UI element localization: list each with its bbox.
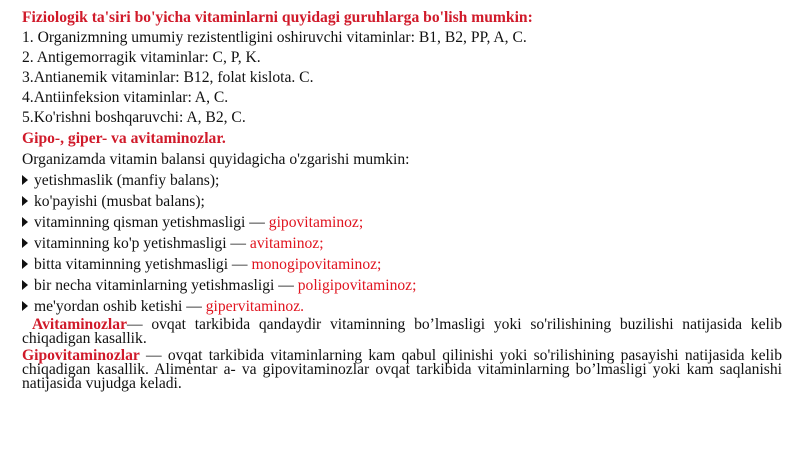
bullet-term: gipovitaminoz; bbox=[268, 214, 364, 231]
bullet-term: monogipovitaminoz; bbox=[251, 256, 382, 273]
group-line-1: 1. Organizmning umumiy rezistentligini oshiruvchi vitaminlar: B1, B2, PP, A, C. bbox=[22, 29, 527, 46]
group-line-2: 2. Antigemorragik vitaminlar: C, P, K. bbox=[22, 49, 261, 66]
paragraph-gipovitaminozlar bbox=[22, 349, 782, 391]
paragraph-text: — ovqat tarkibida vitaminlarning kam qabul qilinishi yoki so'rilishining pasayishi natijasida kelib chiqadigan kasallik. Alimentar a- va gipovitaminozlar ovqat tarkibida vitaminlarning bo’lmasligi yoki kam saqlanishi natijasida vujudga keladi. bbox=[22, 347, 782, 392]
bullet-text: bitta vitaminning yetishmasligi — bbox=[34, 256, 252, 273]
bullet-term: gipervitaminoz. bbox=[205, 298, 305, 315]
bullet-term: avitaminoz; bbox=[249, 235, 324, 252]
bullet-item bbox=[22, 171, 219, 191]
triangle-bullet-icon bbox=[22, 238, 28, 248]
triangle-bullet-icon bbox=[22, 259, 28, 269]
paragraph-avitaminozlar bbox=[22, 318, 782, 346]
paragraph-text: — ovqat tarkibida qandaydir vitaminning bo’lmasligi yoki so'rilishining buzilishi natijasida kelib chiqadigan kasallik. bbox=[22, 316, 782, 347]
triangle-bullet-icon bbox=[22, 217, 28, 227]
bullet-term: poligipovitaminoz; bbox=[297, 277, 417, 294]
intro-line: Organizamda vitamin balansi quyidagicha o'zgarishi mumkin: bbox=[22, 151, 410, 168]
bullet-text: bir necha vitaminlarning yetishmasligi — bbox=[34, 277, 298, 294]
triangle-bullet-icon bbox=[22, 175, 28, 185]
group-line-5: 5.Ko'rishni boshqaruvchi: A, B2, C. bbox=[22, 109, 246, 126]
bullet-item bbox=[22, 276, 416, 296]
term-avitaminozlar: Avitaminozlar bbox=[32, 316, 127, 333]
bullet-item bbox=[22, 297, 304, 317]
bullet-text: vitaminning qisman yetishmasligi — bbox=[34, 214, 269, 231]
bullet-text: me'yordan oshib ketishi — bbox=[34, 298, 206, 315]
triangle-bullet-icon bbox=[22, 196, 28, 206]
term-gipovitaminozlar: Gipovitaminozlar bbox=[22, 347, 140, 364]
bullet-text: ko'payishi (musbat balans); bbox=[34, 193, 205, 210]
bullet-item bbox=[22, 192, 205, 212]
heading-classification: Fiziologik ta'siri bo'yicha vitaminlarni quyidagi guruhlarga bo'lish mumkin: bbox=[22, 9, 533, 26]
bullet-item bbox=[22, 234, 324, 254]
heading-avitaminoz: Gipo-, giper- va avitaminozlar. bbox=[22, 130, 226, 147]
bullet-text: yetishmaslik (manfiy balans); bbox=[34, 172, 220, 189]
group-line-4: 4.Antiinfeksion vitaminlar: A, C. bbox=[22, 89, 229, 106]
bullet-text: vitaminning ko'p yetishmasligi — bbox=[34, 235, 250, 252]
group-line-3: 3.Antianemik vitaminlar: B12, folat kislota. C. bbox=[22, 69, 314, 86]
triangle-bullet-icon bbox=[22, 301, 28, 311]
bullet-item bbox=[22, 213, 363, 233]
triangle-bullet-icon bbox=[22, 280, 28, 290]
bullet-item bbox=[22, 255, 381, 275]
